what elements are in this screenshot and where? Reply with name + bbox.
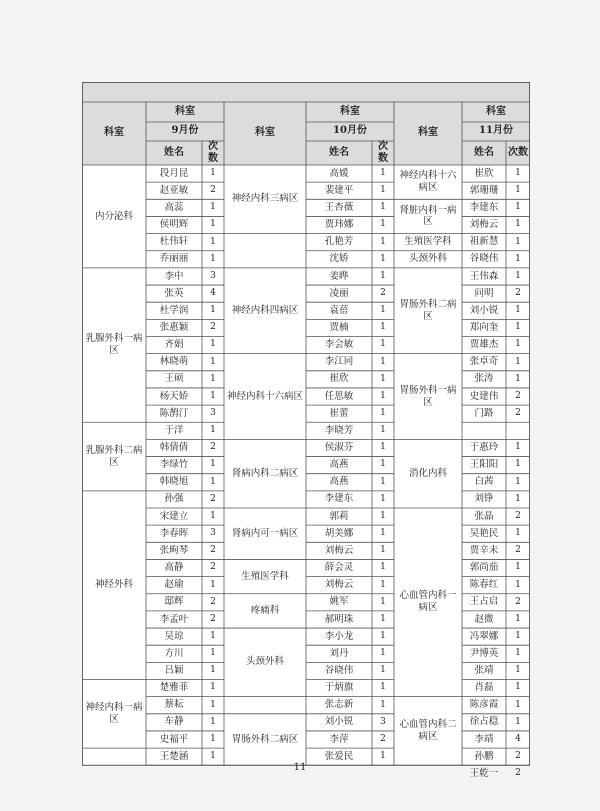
list-item-count: 1	[515, 236, 521, 247]
list-item-count: 2	[515, 510, 521, 521]
dept-label	[224, 697, 306, 714]
list-item-count: 1	[515, 648, 521, 659]
list-item-count: 2	[380, 287, 386, 298]
list-item-count: 1	[210, 356, 216, 367]
list-item-name: 刘梅云	[324, 544, 354, 556]
honor-roll-table	[82, 82, 530, 779]
list-item-count: 1	[380, 322, 386, 333]
list-item-name: 薛会灵	[324, 562, 354, 574]
list-item-name: 张涛	[474, 373, 494, 385]
list-item-name: 李江同	[324, 356, 354, 368]
list-item-count: 2	[515, 545, 521, 556]
list-item-name: 陈彦霞	[469, 699, 499, 711]
list-item-count: 1	[210, 459, 216, 470]
list-item-name: 杨天娇	[159, 390, 189, 402]
list-item-name: 沈娇	[329, 253, 349, 265]
list-item-name: 贾玮娜	[324, 219, 354, 231]
list-item-count: 1	[210, 167, 216, 178]
list-item-count: 1	[380, 751, 386, 762]
dept-label: 肾病内可一病区	[231, 527, 299, 539]
list-item-count: 1	[210, 373, 216, 384]
dept-label: 神经内科三病区	[231, 193, 299, 205]
list-item-count: 1	[380, 236, 386, 247]
list-item-count: 1	[515, 322, 521, 333]
list-item-name: 陈春红	[469, 579, 499, 591]
list-item-count: 2	[210, 596, 216, 607]
dept-label: 乳腺外科一病区	[85, 333, 143, 357]
list-item-name: 张志新	[324, 699, 354, 711]
name-header: 姓名	[164, 146, 184, 158]
list-item-count: 1	[380, 408, 386, 419]
dept-header: 科室	[255, 127, 275, 139]
list-item-name: 李绿竹	[159, 459, 189, 471]
list-item-name: 孙强	[164, 493, 184, 505]
list-item-name: 崔欣	[474, 167, 494, 179]
dept-label: 神经内科一病区	[85, 701, 143, 725]
list-item-count: 3	[210, 270, 216, 281]
list-item-name: 裴建平	[324, 184, 354, 196]
dept-header: 科室	[418, 127, 438, 139]
list-item-name: 蔡耘	[164, 699, 184, 711]
list-item-name: 李春晖	[159, 527, 189, 539]
list-item-count: 1	[515, 373, 521, 384]
dept-label: 疼痛科	[250, 604, 280, 616]
list-item-count: 1	[210, 390, 216, 401]
list-item-count: 1	[515, 219, 521, 230]
list-item-count: 1	[515, 579, 521, 590]
list-item-count: 2	[380, 733, 386, 744]
list-item-name: 刘铮	[474, 493, 494, 505]
list-item-name: 李晓芳	[324, 424, 354, 436]
list-item-count: 1	[515, 528, 521, 539]
list-item-count: 1	[515, 253, 521, 264]
list-item-name: 谷晓伟	[324, 664, 354, 676]
list-item-count: 1	[380, 219, 386, 230]
list-item-name: 于洋	[164, 424, 184, 436]
list-item-count: 1	[515, 202, 521, 213]
list-item-count: 1	[515, 339, 521, 350]
list-item-name: 刘丹	[329, 647, 349, 659]
list-item-name: 谷晓伟	[469, 253, 499, 265]
list-item-name: 吴琼	[164, 630, 184, 642]
list-item-name: 杜伟轩	[159, 236, 189, 248]
dept-label	[224, 234, 306, 268]
list-item-name: 王占启	[469, 596, 499, 608]
list-item-name: 贾雄杰	[469, 339, 499, 351]
list-item-count: 1	[380, 562, 386, 573]
list-item-name: 邸辉	[164, 596, 184, 608]
list-item-count: 1	[380, 202, 386, 213]
list-item-count: 3	[210, 408, 216, 419]
list-item-name: 门路	[474, 407, 494, 419]
list-item-name: 王伟森	[469, 270, 499, 282]
list-item-count: 1	[380, 390, 386, 401]
list-item-count: 1	[210, 716, 216, 727]
list-item-name: 徐占稳	[469, 716, 499, 728]
dept-label: 胃肠外科二病区	[399, 298, 457, 322]
list-item-name: 乔丽丽	[159, 253, 189, 265]
dept-label: 内分泌科	[94, 210, 133, 222]
list-item-count: 1	[210, 236, 216, 247]
dept-label: 心血管内科二病区	[399, 719, 457, 742]
list-item-name: 史建伟	[469, 390, 499, 402]
dept-label: 乳腺外科二病区	[85, 444, 143, 468]
list-item-name: 韩倩倩	[159, 442, 189, 454]
list-item-count: 1	[210, 733, 216, 744]
list-item-count: 1	[380, 630, 386, 641]
list-item-name: 郑向奎	[469, 321, 499, 333]
list-item-name: 张昫琴	[159, 544, 189, 556]
list-item-name: 郭珊珊	[469, 184, 499, 196]
list-item-name: 吕颖	[164, 664, 184, 676]
list-item-count: 1	[515, 167, 521, 178]
list-item-count: 1	[210, 305, 216, 316]
list-item-name: 胡美娜	[324, 527, 354, 539]
list-item-name: 冯翠娜	[469, 630, 499, 642]
list-item-count: 1	[210, 219, 216, 230]
list-item-count: 1	[210, 699, 216, 710]
dept-label: 神经外科	[94, 579, 133, 591]
list-item-name: 韩晓旭	[159, 476, 189, 488]
list-item-name: 杜学润	[159, 304, 189, 316]
list-item-name: 高燕	[329, 459, 349, 471]
list-item-name: 郭莉	[329, 510, 349, 522]
list-item-count: 1	[210, 476, 216, 487]
list-item-count: 1	[515, 682, 521, 693]
list-item-name: 李靖	[474, 733, 494, 745]
dept-label: 神经内科四病区	[231, 304, 299, 316]
list-item-count: 1	[515, 476, 521, 487]
list-item-name: 史福平	[159, 733, 189, 745]
list-item-count: 1	[380, 270, 386, 281]
list-item-count: 1	[380, 339, 386, 350]
list-item-count: 1	[210, 202, 216, 213]
dept-label: 神经内科十六病区	[399, 170, 457, 194]
list-item-count: 1	[380, 596, 386, 607]
list-item-count: 2	[210, 185, 216, 196]
list-item-count: 1	[210, 339, 216, 350]
list-item-count: 3	[210, 528, 216, 539]
list-item-name: 高静	[164, 562, 184, 574]
list-item-count: 2	[515, 768, 521, 779]
list-item-count: 2	[515, 390, 521, 401]
list-item-count: 1	[515, 442, 521, 453]
list-item-name: 李建东	[324, 493, 354, 505]
list-item-name: 白茜	[474, 476, 494, 488]
dept-label: 胃肠外科一病区	[399, 384, 457, 408]
list-item-count: 1	[380, 356, 386, 367]
list-item-count: 1	[515, 613, 521, 624]
list-item-name: 肖磊	[474, 682, 494, 694]
list-item-count: 1	[380, 476, 386, 487]
list-item-count: 1	[210, 510, 216, 521]
list-item-name: 车静	[164, 716, 184, 728]
list-item-name: 任思敏	[324, 390, 354, 402]
list-item-count: 2	[210, 442, 216, 453]
list-item-count: 2	[515, 287, 521, 298]
dept-label: 肾脏内科一病区	[399, 204, 457, 228]
list-item-name: 姜晔	[329, 270, 349, 282]
list-item-name: 李建东	[469, 201, 499, 213]
list-item-count: 1	[380, 253, 386, 264]
list-item-count: 1	[380, 648, 386, 659]
dept-header: 科室	[104, 127, 124, 139]
list-item-name: 王硕	[164, 373, 184, 385]
list-item-count: 2	[210, 562, 216, 573]
list-item-count: 1	[515, 270, 521, 281]
list-item-name: 赵瑜	[164, 579, 184, 591]
list-item-count: 1	[380, 510, 386, 521]
list-item-name: 王楚涵	[159, 750, 189, 762]
list-item-count: 1	[515, 716, 521, 727]
list-item-count: 2	[210, 493, 216, 504]
list-item-count: 2	[515, 596, 521, 607]
dept-label: 肾病内科二病区	[231, 467, 299, 479]
list-item-name: 贾辛未	[469, 544, 499, 556]
dept-label: 生殖医学科	[404, 236, 452, 248]
list-item-name: 侯明辉	[159, 219, 189, 231]
list-item-name: 宋建立	[159, 510, 189, 522]
list-item-count: 1	[380, 305, 386, 316]
list-item-count: 1	[380, 682, 386, 693]
list-item-name: 郭尚茄	[469, 562, 499, 574]
list-item-name: 问明	[474, 287, 494, 299]
list-item-name: 刘小锐	[324, 716, 354, 728]
list-item-name: 李小龙	[324, 630, 354, 642]
list-item-name: 张爱民	[324, 750, 354, 762]
list-item-name: 李中	[164, 270, 184, 282]
list-item-count: 1	[380, 528, 386, 539]
dept-label: 消化内科	[408, 467, 447, 479]
list-item-count: 1	[515, 699, 521, 710]
list-item-count: 1	[210, 682, 216, 693]
list-item-name: 张英	[164, 287, 184, 299]
list-item-count: 1	[515, 185, 521, 196]
list-item-count: 1	[380, 373, 386, 384]
list-item-count: 1	[380, 613, 386, 624]
list-item-name: 李会敏	[324, 339, 354, 351]
list-item-name: 王阳阳	[469, 459, 499, 471]
list-item-count: 1	[380, 185, 386, 196]
list-item-count: 1	[380, 493, 386, 504]
list-item-name: 楚雅菲	[159, 682, 189, 694]
list-item-name: 王杏薇	[324, 201, 354, 213]
list-item-name: 崔欣	[329, 373, 349, 385]
dept-label: 胃肠外科二病区	[231, 733, 299, 745]
list-item-name: 王乾一	[469, 767, 499, 779]
list-item-count: 1	[210, 751, 216, 762]
list-item-name: 陈鹊汀	[159, 407, 189, 419]
list-item-name: 李孟叶	[159, 613, 189, 625]
list-item-name: 赵微	[474, 613, 494, 625]
list-item-name: 崔蕾	[329, 407, 349, 419]
dept-header-oct: 科室	[340, 105, 360, 117]
count-header: 次数	[208, 140, 218, 164]
list-item-name: 贾楠	[329, 321, 349, 333]
list-item-count: 1	[515, 356, 521, 367]
dept-label: 头颈外科	[245, 656, 284, 668]
list-item-name: 张惠颖	[159, 321, 189, 333]
list-item-name: 林晓萌	[159, 356, 189, 368]
list-item-name: 高媛	[329, 167, 349, 179]
list-item-name: 姚军	[329, 596, 349, 608]
list-item-count: 4	[515, 733, 521, 744]
list-item-count: 4	[210, 287, 216, 298]
list-item-count: 1	[210, 665, 216, 676]
list-item-count: 3	[380, 716, 386, 727]
list-item-count: 1	[380, 459, 386, 470]
list-item-count: 1	[515, 493, 521, 504]
list-item-count: 1	[210, 630, 216, 641]
list-item-name: 袁蓓	[329, 304, 349, 316]
list-item-name: 凌丽	[329, 287, 349, 299]
dept-label: 生殖医学科	[241, 570, 289, 582]
list-item-count: 1	[210, 579, 216, 590]
list-item-count: 2	[210, 322, 216, 333]
list-item-count: 2	[515, 408, 521, 419]
list-item-name: 刘梅云	[469, 219, 499, 231]
list-item-count: 1	[380, 167, 386, 178]
dept-label: 心血管内科一病区	[399, 590, 457, 614]
list-item-name: 张卓奇	[469, 356, 499, 368]
list-item-name: 刘梅云	[324, 579, 354, 591]
name-header: 姓名	[329, 146, 349, 158]
list-item-name: 高燕	[329, 476, 349, 488]
list-item-name: 孔艳芳	[324, 236, 354, 248]
list-item-count: 1	[515, 665, 521, 676]
dept-header-nov: 科室	[486, 105, 506, 117]
count-header: 次数	[508, 146, 528, 158]
list-item-count: 1	[515, 305, 521, 316]
page-number: 11	[293, 762, 307, 773]
list-item-name: 张晶	[474, 510, 494, 522]
list-item-name: 李萍	[329, 733, 349, 745]
list-item-name: 侯淑芬	[324, 442, 354, 454]
list-item-name: 齐娟	[164, 339, 184, 351]
month-header-sep: 9月份	[171, 125, 199, 137]
dept-header-sep: 科室	[175, 105, 195, 117]
list-item-name: 张靖	[474, 664, 494, 676]
list-item-count: 1	[380, 699, 386, 710]
list-item-count: 1	[210, 425, 216, 436]
list-item-count: 1	[210, 648, 216, 659]
list-item-count: 1	[380, 545, 386, 556]
list-item-count: 1	[380, 579, 386, 590]
dept-label: 头颈外科	[408, 253, 447, 265]
list-item-count: 2	[515, 751, 521, 762]
month-header-oct: 10月份	[333, 125, 367, 137]
list-item-count: 1	[210, 253, 216, 264]
list-item-name: 方川	[164, 647, 184, 659]
list-item-count: 2	[210, 613, 216, 624]
list-item-name	[462, 422, 506, 439]
list-item-count: 1	[515, 562, 521, 573]
list-item-name: 祖新慧	[469, 236, 499, 248]
month-header-nov: 11月份	[479, 125, 513, 137]
list-item-count	[506, 422, 530, 439]
list-item-count: 1	[515, 630, 521, 641]
list-item-name: 于炳旗	[324, 682, 354, 694]
count-header: 次数	[378, 140, 388, 164]
dept-label: 神经内科十六病区	[226, 390, 303, 402]
list-item-name: 孙鹏	[474, 750, 494, 762]
list-item-count: 1	[380, 425, 386, 436]
list-item-name: 吴艳民	[469, 527, 499, 539]
list-item-count: 1	[380, 665, 386, 676]
name-header: 姓名	[474, 146, 494, 158]
list-item-name: 高蕊	[164, 201, 184, 213]
list-item-count: 1	[515, 459, 521, 470]
list-item-name: 刘小锐	[469, 304, 499, 316]
list-item-name: 赵亚敏	[159, 184, 189, 196]
list-item-count: 1	[380, 442, 386, 453]
list-item-name: 段月昆	[159, 167, 189, 179]
list-item-count: 2	[210, 545, 216, 556]
list-item-name: 于惠玲	[469, 442, 499, 454]
list-item-name: 尹博英	[469, 647, 499, 659]
list-item-name: 郝明珠	[324, 613, 354, 625]
